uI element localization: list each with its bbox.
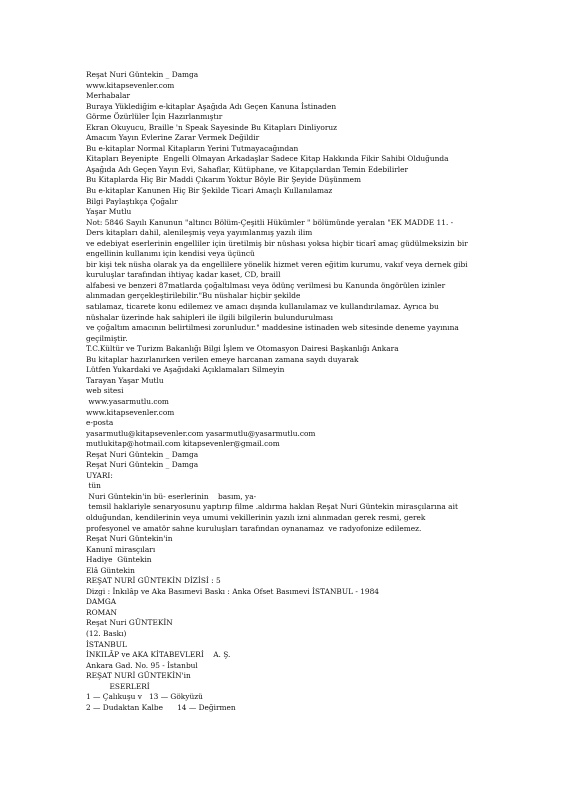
text-line: Reşat Nuri Güntekin _ Damga: [86, 449, 199, 459]
text-line: www.yasarmutlu.com: [86, 396, 169, 406]
text-line: Görme Özürlüler İçin Hazırlanmıştır: [86, 112, 223, 122]
text-line: Ders kitapları dahil, alenileşmiş veya yayımlanmış yazılı ilim: [86, 228, 313, 238]
text-line: Reşat Nuri Güntekin'in: [86, 534, 173, 544]
text-line: Reşat Nuri Güntekin _ Damga: [86, 70, 199, 79]
text-line: e-posta: [86, 418, 114, 428]
text-line: temsil haklariyle senaryosunu yaptırıp filme .aldırma haklan Reşat Nuri Güntekin mirasçılarına ait: [86, 502, 458, 512]
text-line: Nuri Güntekin'in bü- eserlerinin basım, ya-: [86, 491, 257, 501]
text-line: Elâ Güntekin: [86, 565, 135, 575]
text-line: Bu e-kitaplar Kanunen Hiç Bir Şekilde Ticari Amaçlı Kullanılamaz: [86, 186, 333, 196]
text-line: Lütfen Yukardaki ve Aşağıdaki Açıklamaları Silmeyin: [86, 365, 285, 375]
text-line: REŞAT NURİ GÜNTEKİN DİZİSİ : 5: [86, 576, 221, 586]
text-line: UYARI:: [86, 470, 113, 480]
text-line: ve çoğaltım amacının belirtilmesi zorunludur." maddesine istinaden web sitesinde deneme yayınına: [86, 323, 459, 333]
text-line: Bu e-kitaplar Normal Kitapların Yerini Tutmayacağından: [86, 143, 299, 153]
text-line: ESERLERİ: [86, 681, 150, 691]
text-line: geçilmiştir.: [86, 333, 128, 343]
text-line: Amacım Yayın Evlerine Zarar Vermek Değildir: [86, 133, 260, 143]
text-line: 2 — Dudaktan Kalbe 14 — Değirmen: [86, 702, 236, 712]
text-line: DAMGA: [86, 597, 117, 607]
text-line: bir kişi tek nüsha olarak ya da engellilere yönelik hizmet veren eğitim kurumu, vakıf veya dernek gibi: [86, 259, 468, 269]
text-line: T.C.Kültür ve Turizm Bakanlığı Bilgi İşlem ve Otomasyon Dairesi Başkanlığı Ankara: [86, 344, 399, 354]
text-line: mutlukitap@hotmail.com kitapsevenler@gmail.com: [86, 439, 280, 449]
text-line: kuruluşlar tarafından ihtiyaç kadar kaset, CD, braill: [86, 270, 281, 280]
text-line: alınmadan gerçekleştirilebilir."Bu nüshalar hiçbir şekilde: [86, 291, 301, 301]
text-line: alfabesi ve benzeri 87matlarda çoğaltılması veya ödünç verilmesi bu Kanunda öngörülen izinler: [86, 280, 446, 290]
text-line: Dizgi : İnkılâp ve Aka Basımevi Baskı : Anka Ofset Basımevi İSTANBUL - 1984: [86, 586, 379, 596]
text-line: tün: [86, 481, 101, 491]
text-line: Buraya Yüklediğim e-kitaplar Aşağıda Adı Geçen Kanuna İstinaden: [86, 101, 337, 111]
text-line: Aşağıda Adı Geçen Yayın Evi, Sahaflar, Kütüphane, ve Kitapçılardan Temin Edebilirler: [86, 164, 409, 174]
text-line: Reşat Nuri Güntekin _ Damga: [86, 460, 199, 470]
text-line: Not: 5846 Sayılı Kanunun "altıncı Bölüm-Çeşitli Hükümler " bölümünde yeralan "EK MADDE 11. -: [86, 217, 454, 227]
text-line: ROMAN: [86, 607, 117, 617]
text-line: 1 — Çalıkuşu v 13 — Gökyüzü: [86, 692, 203, 702]
text-line: web sitesi: [86, 386, 124, 396]
text-line: www.kitapsevenler.com: [86, 407, 175, 417]
text-line: Reşat Nuri GÜNTEKİN: [86, 618, 173, 628]
text-line: Ankara Gad. No. 95 - İstanbul: [86, 660, 198, 670]
text-line: Kitapları Beyenipte Engelli Olmayan Arkadaşlar Sadece Kitap Hakkında Fikir Sahibi Olduğunda: [86, 154, 449, 164]
text-line: Kanunî mirasçıları: [86, 544, 156, 554]
text-line: Bu kitaplar hazırlanırken verilen emeye harcanan zamana saydı duyarak: [86, 354, 359, 364]
text-line: satılamaz, ticarete konu edilemez ve amacı dışında kullanılamaz ve kullandırılamaz. Ayrıca bu: [86, 302, 439, 312]
text-line: İNKILÂP ve AKA KİTABEVLERİ A. Ş.: [86, 650, 231, 660]
text-line: www.kitapsevenler.com: [86, 80, 175, 90]
text-line: Bu Kitaplarda Hiç Bir Maddi Çıkarım Yoktur Böyle Bir Şeyide Düşünmem: [86, 175, 362, 185]
text-line: Bilgi Paylaştıkça Çoğalır: [86, 196, 178, 206]
text-line: Tarayan Yaşar Mutlu: [86, 375, 164, 385]
text-line: Merhabalar: [86, 91, 131, 101]
text-line: olduğundan, kendilerinin veya umumi vekillerinin yazılı izni alınmadan gerek resmi, gerek: [86, 512, 426, 522]
text-line: nüshalar üzerinde hak sahipleri ile ilgili bilgilerin bulundurulması: [86, 312, 334, 322]
text-line: profesyonel ve amatör sahne kuruluşları tarafından oynanamaz ve radyofonize edilemez.: [86, 523, 422, 533]
document-page: [86, 70, 526, 713]
text-line: İSTANBUL: [86, 639, 127, 649]
text-line: Ekran Okuyucu, Braille 'n Speak Sayesinde Bu Kitapları Dinliyoruz: [86, 122, 338, 132]
text-line: Yaşar Mutlu: [86, 207, 132, 217]
text-line: REŞAT NURİ GÜNTEKİN'in: [86, 671, 191, 681]
text-line: yasarmutlu@kitapsevenler.com yasarmutlu@yasarmutlu.com: [86, 428, 316, 438]
text-line: engellinin kullanımı için kendisi veya üçüncü: [86, 249, 255, 259]
text-line: Hadiye Güntekin: [86, 555, 152, 565]
text-line: (12. Baskı): [86, 628, 127, 638]
text-line: ve edebiyat eserlerinin engelliler için üretilmiş bir nüshası yoksa hiçbir ticarî amaç güdülmeksizin bir: [86, 238, 468, 248]
